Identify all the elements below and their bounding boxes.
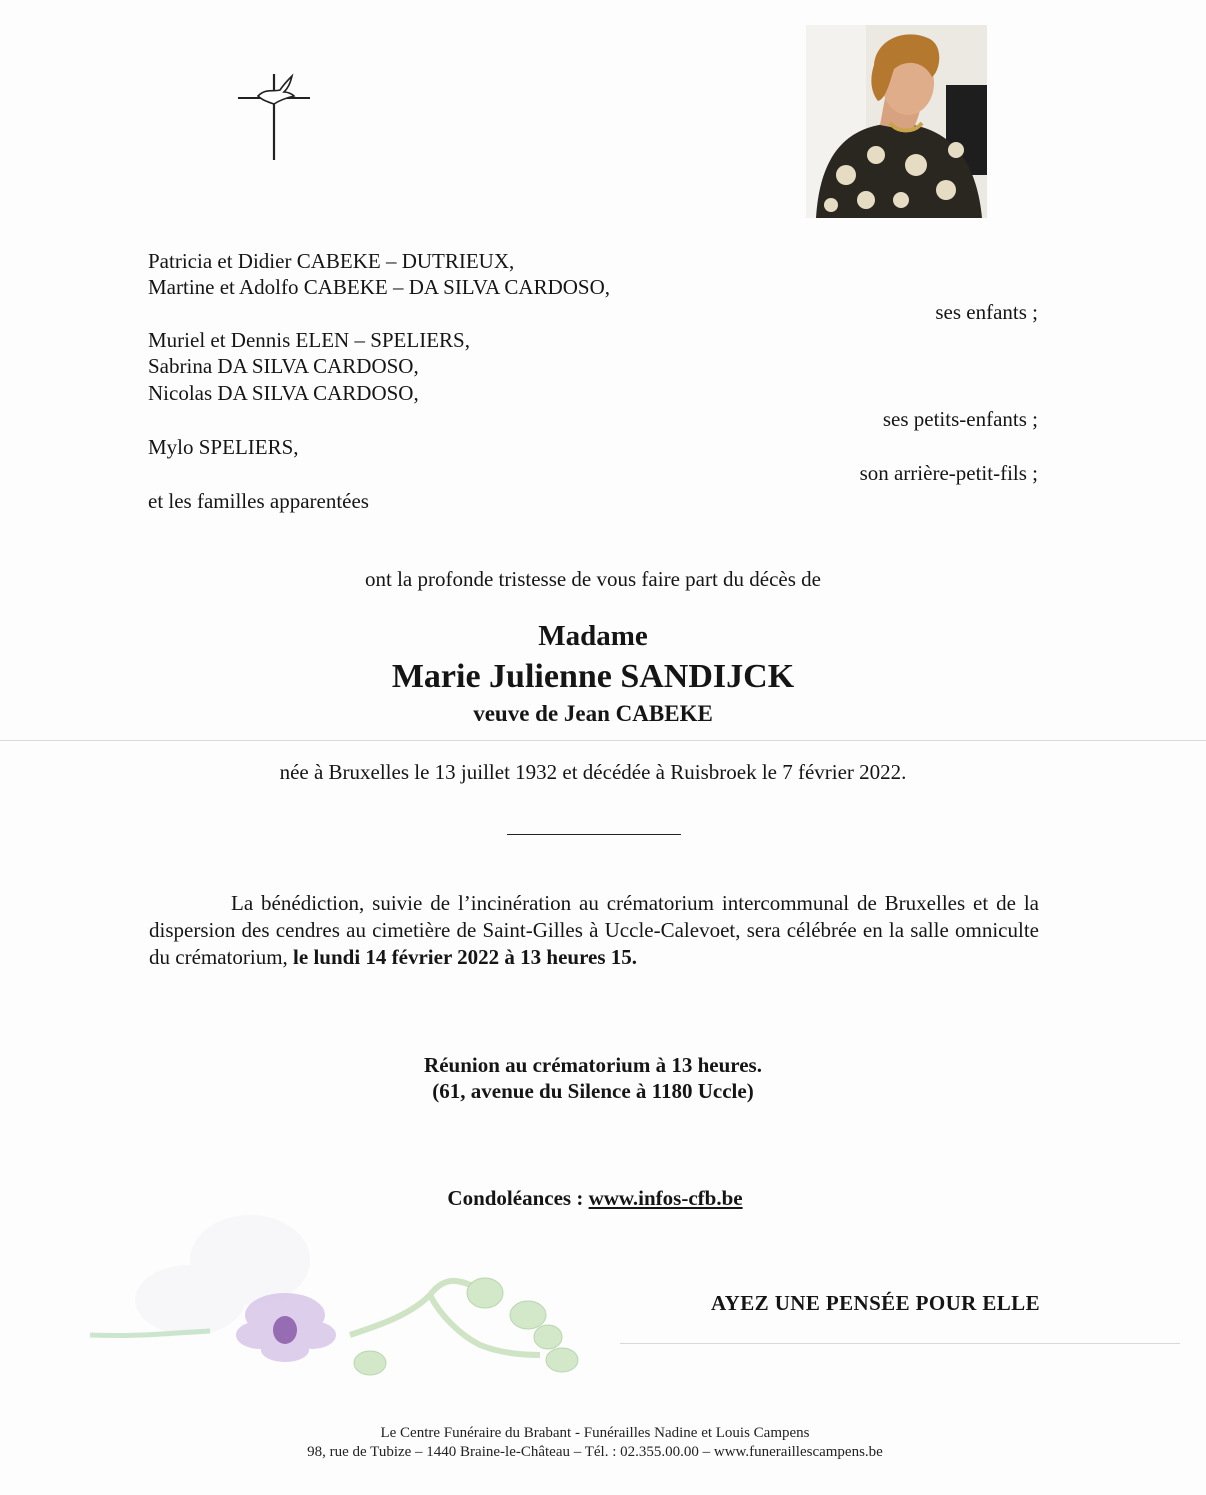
- grandchild-name: Muriel et Dennis ELEN – SPELIERS,: [148, 328, 470, 352]
- orchid-decoration: [80, 1205, 600, 1400]
- ceremony-date: le lundi 14 février 2022 à 13 heures 15.: [293, 945, 638, 969]
- closing-line: AYEZ UNE PENSÉE POUR ELLE: [711, 1291, 1040, 1315]
- fold-line-bottom: [620, 1343, 1180, 1344]
- portrait-photo: [806, 25, 987, 218]
- great-grandchild-label: son arrière-petit-fils ;: [859, 461, 1038, 485]
- announcement-text: ont la profonde tristesse de vous faire part du décès de: [364, 567, 821, 591]
- grandchildren-label: ses petits-enfants ;: [882, 407, 1038, 431]
- ceremony-paragraph: [149, 890, 1039, 971]
- deceased-name: Marie Julienne SANDIJCK: [391, 658, 795, 695]
- grandchild-name: Sabrina DA SILVA CARDOSO,: [148, 354, 419, 378]
- separator-rule: [507, 834, 681, 835]
- child-name: Patricia et Didier CABEKE – DUTRIEUX,: [148, 249, 515, 273]
- great-grandchild-name: Mylo SPELIERS,: [148, 435, 299, 459]
- fold-line: [0, 740, 1206, 741]
- footer-line-1: Le Centre Funéraire du Brabant - Funérailles Nadine et Louis Campens: [380, 1425, 810, 1441]
- footer-line-2: 98, rue de Tubize – 1440 Braine-le-Château – Tél. : 02.355.00.00 – www.funeraillescampens.be: [307, 1444, 883, 1460]
- condolences-link[interactable]: www.infos-cfb.be: [588, 1186, 743, 1210]
- condolences-label: Condoléances :: [447, 1186, 584, 1210]
- grandchild-name: Nicolas DA SILVA CARDOSO,: [148, 381, 419, 405]
- birth-death-text: née à Bruxelles le 13 juillet 1932 et décédée à Ruisbroek le 7 février 2022.: [279, 760, 907, 784]
- child-name: Martine et Adolfo CABEKE – DA SILVA CARDOSO,: [148, 275, 611, 299]
- deceased-widow-of: veuve de Jean CABEKE: [473, 701, 713, 726]
- ceremony-text: La bénédiction, suivie de l’incinération au crématorium intercommunal de Bruxelles et de la dispersion des cendres au cimetière de Saint-Gilles à Uccle-Calevoet, sera célébrée en la salle omniculte du crématorium,: [149, 891, 1039, 969]
- cross-with-dove-icon: [236, 68, 314, 169]
- deceased-title: Madame: [538, 620, 648, 652]
- children-label: ses enfants ;: [935, 300, 1038, 324]
- related-families: et les familles apparentées: [148, 489, 369, 513]
- meeting-address: (61, avenue du Silence à 1180 Uccle): [432, 1079, 754, 1103]
- meeting-line-1: Réunion au crématorium à 13 heures.: [424, 1053, 762, 1077]
